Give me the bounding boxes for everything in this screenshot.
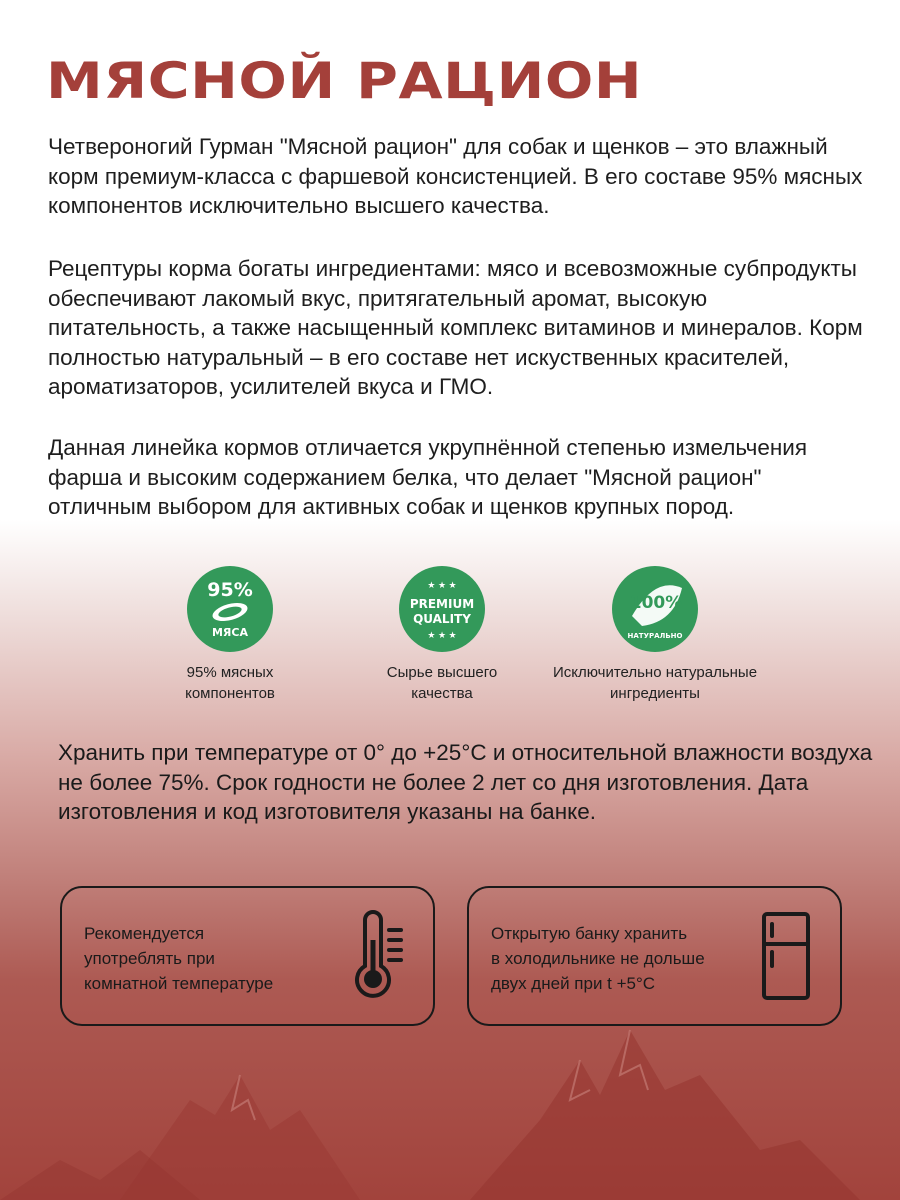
svg-text:PREMIUM: PREMIUM bbox=[409, 597, 475, 611]
info-box-text: Рекомендуется употреблять при комнатной температуре bbox=[84, 924, 274, 993]
badge-natural bbox=[525, 566, 785, 704]
svg-text:НАТУРАЛЬНО: НАТУРАЛЬНО bbox=[627, 632, 683, 640]
badge-caption: Исключительно натуральные ингредиенты bbox=[552, 664, 758, 702]
svg-text:★ ★ ★: ★ ★ ★ bbox=[427, 580, 457, 590]
fridge-icon bbox=[758, 910, 814, 1007]
svg-text:МЯСА: МЯСА bbox=[211, 626, 249, 639]
badge-caption: Сырье высшего качества bbox=[386, 664, 498, 702]
intro-paragraph-1: Четвероногий Гурман "Мясной рацион" для собак и щенков – это влажный корм премиум-класса с фаршевой консистенцией. В его составе 95% мясных компонентов исключительно высшего качества. bbox=[48, 134, 863, 218]
badge-caption: 95% мясных компонентов bbox=[185, 664, 275, 702]
info-box-fridge-storage bbox=[467, 886, 842, 1026]
natural-100-badge-icon bbox=[612, 566, 698, 652]
thermometer-icon bbox=[351, 910, 407, 1007]
intro-paragraph-3: Данная линейка кормов отличается укрупнённой степенью измельчения фарша и высоким содержанием белка, что делает "Мясной рацион" отличным выбором для активных собак и щенков крупных пород. bbox=[48, 435, 808, 519]
page-title: МЯСНОЙ РАЦИОН bbox=[46, 52, 643, 110]
mountains-decoration bbox=[0, 1020, 900, 1200]
svg-text:95%: 95% bbox=[207, 579, 253, 601]
meat-95-badge-icon bbox=[187, 566, 273, 652]
premium-quality-badge-icon bbox=[399, 566, 485, 652]
intro-paragraph-2: Рецептуры корма богаты ингредиентами: мясо и всевозможные субпродукты обеспечивают лакомый вкус, притягательный аромат, высокую питательность, а также насыщенный комплекс витаминов и минералов. Корм полностью натуральный – в его составе нет искуственных красителей, ароматизаторов, усилителей вкуса и ГМО. bbox=[48, 256, 863, 399]
svg-text:100%: 100% bbox=[629, 593, 683, 613]
info-box-room-temperature bbox=[60, 886, 435, 1026]
storage-conditions: Хранить при температуре от 0° до +25°С и относительной влажности воздуха не более 75%. Срок годности не более 2 лет со дня изготовления. Дата изготовления и код изготовителя указаны на банке. bbox=[58, 740, 873, 824]
feature-badges bbox=[0, 566, 900, 706]
svg-text:★ ★ ★: ★ ★ ★ bbox=[427, 630, 457, 640]
svg-text:QUALITY: QUALITY bbox=[413, 612, 471, 626]
info-box-text: Открытую банку хранить в холодильнике не дольше двух дней при t +5°C bbox=[491, 924, 705, 993]
